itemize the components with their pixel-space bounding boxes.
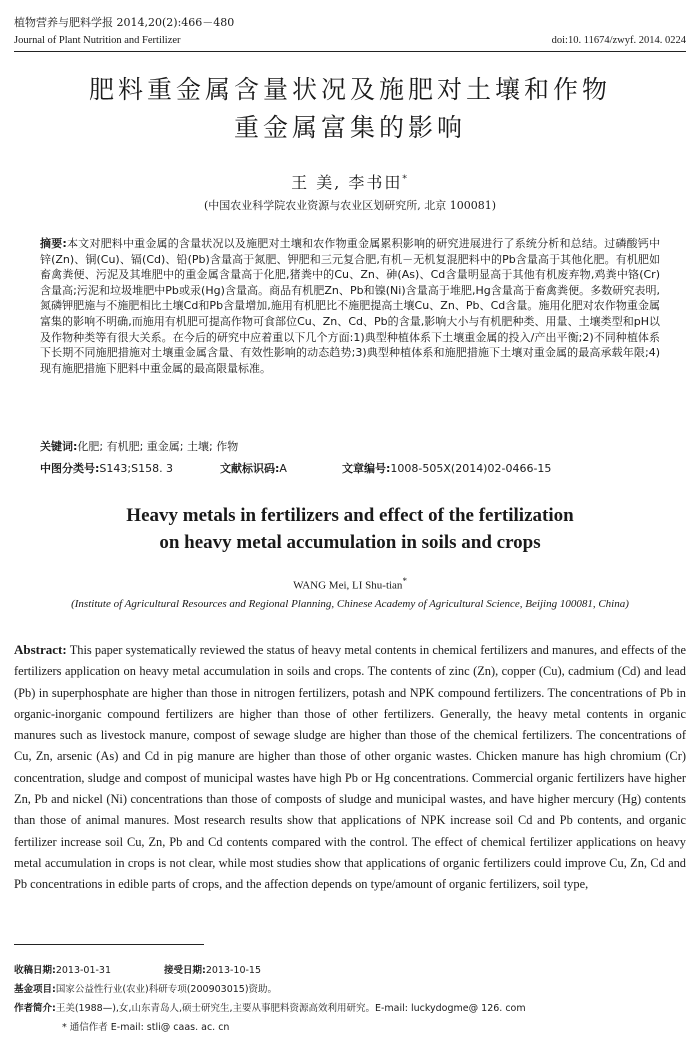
keywords-cn <box>40 438 660 454</box>
authors-cn <box>0 170 700 193</box>
article-no-value: 1008-505X(2014)02-0466-15 <box>390 462 552 475</box>
accepted-label: 接受日期: <box>164 965 206 976</box>
affiliation-cn: (中国农业科学院农业资源与农业区划研究所, 北京 100081) <box>203 199 497 212</box>
title-en-line1: Heavy metals in fertilizers and effect of the fertilization <box>126 505 574 526</box>
keywords-cn-text: 化肥; 有机肥; 重金属; 土壤; 作物 <box>77 440 239 453</box>
received-label: 收稿日期: <box>14 965 56 976</box>
abstract-cn <box>40 236 660 376</box>
header-rule <box>14 51 686 52</box>
corresponding-mark-en: * <box>402 576 407 586</box>
keywords-cn-label: 关键词: <box>40 440 78 453</box>
fund-label: 基金项目: <box>14 984 56 995</box>
footnote-corresponding: * 通信作者 E-mail: stli@ caas. ac. cn <box>62 1022 230 1033</box>
doc-code-value: A <box>279 462 287 475</box>
accepted-date: 2013-10-15 <box>205 965 262 976</box>
footnote-dates <box>14 962 694 976</box>
doi[interactable]: doi:10. 11674/zwyf. 2014. 0224 <box>551 35 686 46</box>
title-cn-line2: 重金属富集的影响 <box>233 113 466 142</box>
abstract-en-label: Abstract: <box>14 642 67 657</box>
abstract-cn-label: 摘要: <box>40 237 67 250</box>
clc-value: S143;S158. 3 <box>99 462 174 475</box>
clc-label: 中图分类号: <box>40 462 100 475</box>
fund-text: 国家公益性行业(农业)科研专项(200903015)资助。 <box>55 984 278 995</box>
journal-citation-cn: 植物营养与肥料学报 2014,20(2):466－480 <box>14 16 235 29</box>
journal-name-en: Journal of Plant Nutrition and Fertilizer <box>14 35 181 46</box>
title-en-line2: on heavy metal accumulation in soils and crops <box>159 532 541 553</box>
author-label: 作者简介: <box>14 1003 56 1014</box>
footnote-author <box>14 1000 694 1014</box>
author-text: 王美(1988—),女,山东青岛人,硕士研究生,主要从事肥料资源高效利用研究。E-mail: luckydogme@ 126. com <box>55 1003 526 1014</box>
affiliation-en: (Institute of Agricultural Resources and Regional Planning, Chinese Academy of Agricultural Science, Beijing 100081, China) <box>71 598 629 610</box>
article-no-label: 文章编号: <box>342 462 391 475</box>
footnote-fund <box>14 981 694 995</box>
authors-en <box>0 576 700 592</box>
corresponding-mark-cn: * <box>402 174 409 185</box>
title-cn-line1: 肥料重金属含量状况及施肥对土壤和作物 <box>88 75 611 104</box>
doc-code-label: 文献标识码: <box>220 462 280 475</box>
footnote-rule <box>14 944 204 945</box>
abstract-en-text: This paper systematically reviewed the status of heavy metal contents in chemical fertilizers and manures, and effects of the fertilizers application on heavy metal accumulation in soils and crops. The contents of zinc (Zn), copper (Cu), cadmium (Cd) and lead (Pb) in superphosphate are higher than those in nitrogen fertilizers, potash and NPK compound fertilizers. The concentrations of Pb in organic-inorganic compound fertilizers are higher than those of other fertilizers. Generally, the heavy metal contents in organic manures such as livestock manure, compost of sewage sludge are higher than those of the chemical fertilizers. The concentrations of Cu, Zn, arsenic (As) and Cd in pig manure are higher than those of other organic wastes. Chicken manure has high chromium (Cr) concentration, sludge and compost of municipal wastes have high Pb or Hg concentrations. Commercial organic fertilizers have higher Zn, Pb and nickel (Ni) concentrations than those of composts of sludge and municipal wastes, and have higher mercury (Hg) contents than those of animal manures. Most research results show that applications of NPK increase soil Cd and Pb contents, and organic fertilizer increase soil Cu, Zn, Pb and Cd contents compared with the control. The effect of chemical fertilizer applications on heavy metal accumulation in crops is not clear, while most studies show that applications of organic fertilizers could improve Cu, Zn, Cd and Pb concentrations in edible parts of crops, and the affection depends on type/amount of organic fertilizers, soil type, <box>14 643 686 892</box>
authors-cn-names: 王 美, 李书田 <box>291 173 403 192</box>
authors-en-names: WANG Mei, LI Shu-tian <box>293 579 403 592</box>
abstract-cn-text: 本文对肥料中重金属的含量状况以及施肥对土壤和农作物重金属累积影响的研究进展进行了系统分析和总结。过磷酸钙中锌(Zn)、铜(Cu)、镉(Cd)、铅(Pb)含量高于氮肥、钾肥和三元复合肥,有机－无机复混肥料中的Pb含量高于其他化肥。有机肥如畜禽粪便、污泥及其堆肥中的重金属含量高于化肥,猪粪中的Cu、Zn、砷(As)、Cd含量明显高于其他有机废弃物,鸡粪中铬(Cr)含量高;污泥和垃圾堆肥中Pb或汞(Hg)含量高。商品有机肥Zn、Pb和镍(Ni)含量高于堆肥,Hg含量高于畜禽粪便。多数研究表明,氮磷钾肥施与不施肥相比土壤Cd和Pb含量增加,施用有机肥比不施肥提高土壤Cu、Zn、Pb、Cd含量。施用化肥对农作物重金属富集的影响不明确,而施用有机肥可提高作物可食部位Cu、Zn、Cd、Pb的含量,影响大小与有机肥种类、用量、土壤类型和pH以及作物种类等有很大关系。在今后的研究中应着重以下几个方面:1)典型种植体系下土壤重金属的投入/产出平衡;2)不同种植体系下长期不同施肥措施对土壤重金属含量、有效性影响的动态趋势;3)典型种植体系和施肥措施下土壤对重金属的最高承载年限;4)现有施肥措施下肥料中重金属的最高限量标准。 <box>40 237 661 375</box>
abstract-en <box>14 639 686 896</box>
received-date: 2013-01-31 <box>55 965 112 976</box>
